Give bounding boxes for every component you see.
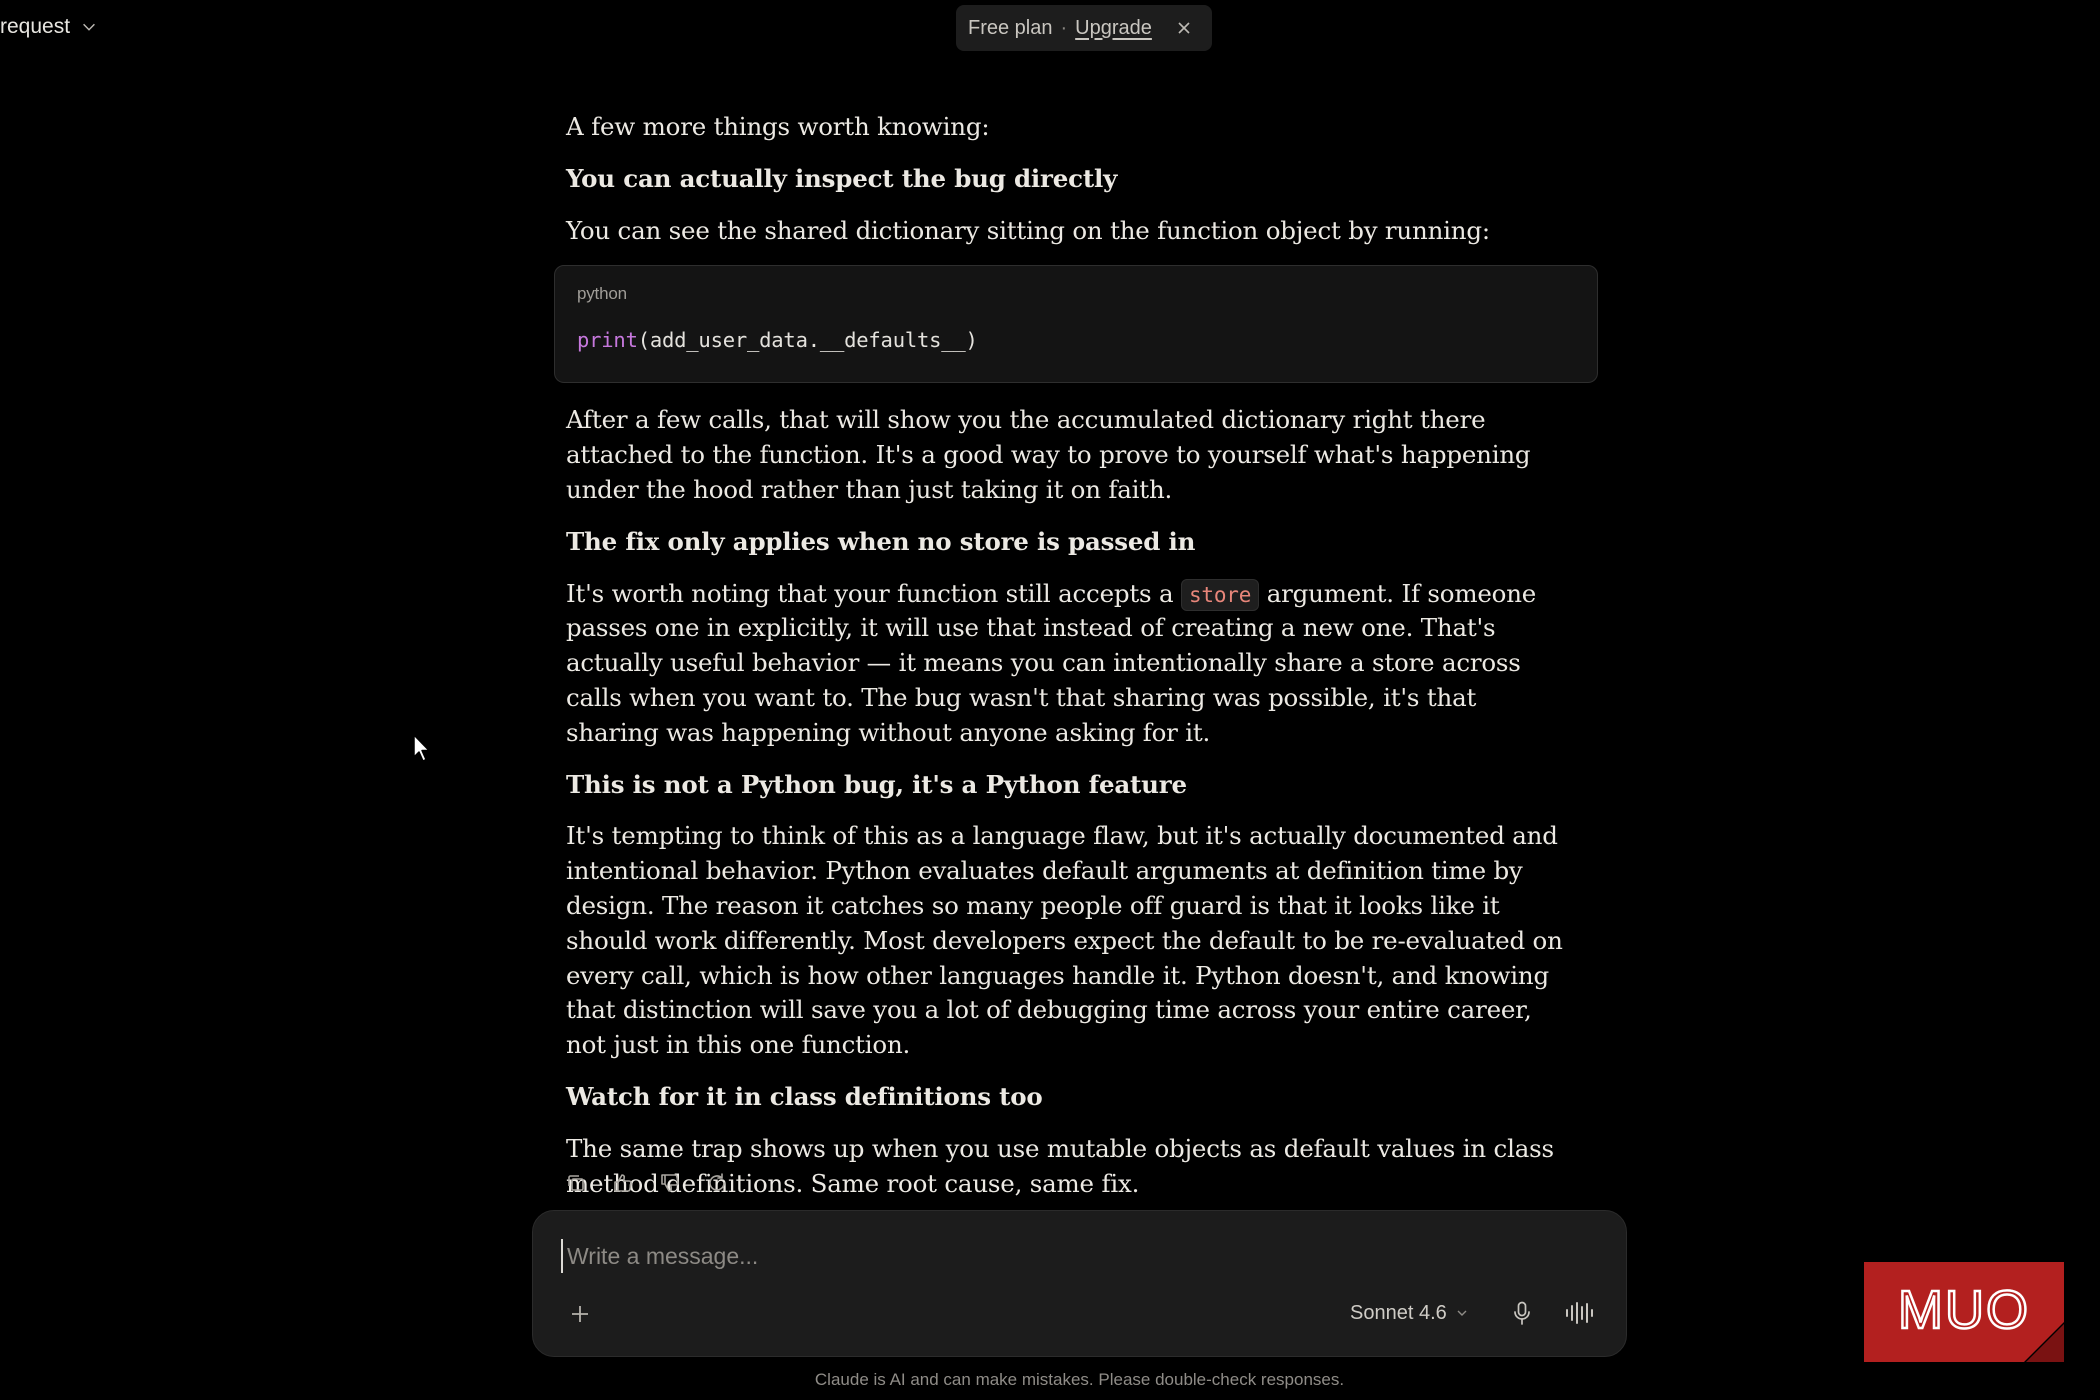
conversation-title-label: request — [0, 15, 71, 38]
chevron-down-icon — [80, 18, 98, 36]
thumbs-up-button[interactable] — [611, 1171, 635, 1195]
message-heading: You can actually inspect the bug directly — [566, 163, 1118, 193]
retry-button[interactable] — [705, 1171, 729, 1195]
message-heading: Watch for it in class definitions too — [566, 1081, 1043, 1111]
microphone-button[interactable] — [1506, 1297, 1538, 1329]
conversation-title[interactable] — [0, 12, 98, 42]
copy-icon — [564, 1171, 588, 1195]
message-paragraph: You can see the shared dictionary sitting on the function object by running: — [566, 215, 1490, 245]
paragraph-text: argument. If someone passes one in explicitly, it will use that instead of creating a new one. That's actually useful behavior — it means you can intentionally share a store across calls when you want to. The bug wasn't that sharing was possible, it's that sharing was happening without anyone asking for it. — [566, 578, 1537, 747]
add-attachment-button[interactable] — [565, 1299, 595, 1329]
message-paragraph: The same trap shows up when you use mutable objects as default values in class method definitions. Same root cause, same fix. — [566, 1133, 1554, 1198]
message-heading: This is not a Python bug, it's a Python feature — [566, 769, 1187, 799]
inline-code: store — [1181, 579, 1259, 611]
message-paragraph: It's tempting to think of this as a language flaw, but it's actually documented and intentional behavior. Python evaluates default arguments at definition time by design. The reason it catches so many people off guard is that it looks like it should work differently. Most developers expect the default to be re-evaluated on every call, which is how other languages handle it. Python doesn't, and knowing that distinction will save you a lot of debugging time across your entire career, not just in this one function. — [566, 821, 1563, 1060]
upgrade-link[interactable]: Upgrade — [1075, 16, 1152, 39]
code-block — [554, 265, 1598, 383]
code-language-label: python — [577, 284, 627, 304]
message-paragraph: A few more things worth knowing: — [566, 112, 990, 141]
paragraph-text: It's worth noting that your function still accepts a — [566, 578, 1181, 608]
plan-label: Free plan — [968, 16, 1053, 39]
model-selector[interactable] — [1350, 1298, 1469, 1328]
disclaimer-text: Claude is AI and can make mistakes. Please double-check responses. — [814, 1370, 1345, 1389]
close-banner-button[interactable] — [1174, 18, 1194, 38]
thumbs-down-button[interactable] — [658, 1171, 682, 1195]
close-icon — [1176, 20, 1192, 36]
muo-watermark-logo — [1864, 1262, 2064, 1362]
plan-banner — [956, 5, 1212, 51]
mouse-cursor-icon — [412, 733, 432, 763]
microphone-icon — [1510, 1300, 1534, 1326]
thumbs-down-icon — [658, 1171, 682, 1195]
message-paragraph: After a few calls, that will show you the accumulated dictionary right there attached to the function. It's a good way to prove to yourself what's happening under the hood rather than just taking it on faith. — [566, 405, 1531, 504]
code-rest-token: (add_user_data.__defaults__) — [637, 328, 978, 353]
voice-mode-button[interactable] — [1564, 1297, 1596, 1329]
watermark-text: MUO — [1898, 1280, 2030, 1340]
thumbs-up-icon — [611, 1171, 635, 1195]
plan-separator: · — [1060, 16, 1068, 39]
copy-button[interactable] — [564, 1171, 588, 1195]
message-composer — [532, 1210, 1627, 1357]
retry-icon — [705, 1171, 729, 1195]
message-paragraph — [566, 577, 1566, 751]
message-input[interactable] — [561, 1239, 1561, 1273]
message-heading: The fix only applies when no store is passed in — [566, 526, 1196, 556]
code-function-token: print — [577, 328, 638, 353]
assistant-message — [566, 110, 1566, 1218]
chevron-down-icon — [1455, 1306, 1469, 1320]
code-line — [577, 327, 1575, 353]
voice-waveform-icon — [1564, 1300, 1596, 1326]
model-label: Sonnet 4.6 — [1350, 1301, 1447, 1324]
message-actions — [564, 1171, 729, 1195]
plus-icon — [569, 1303, 591, 1325]
